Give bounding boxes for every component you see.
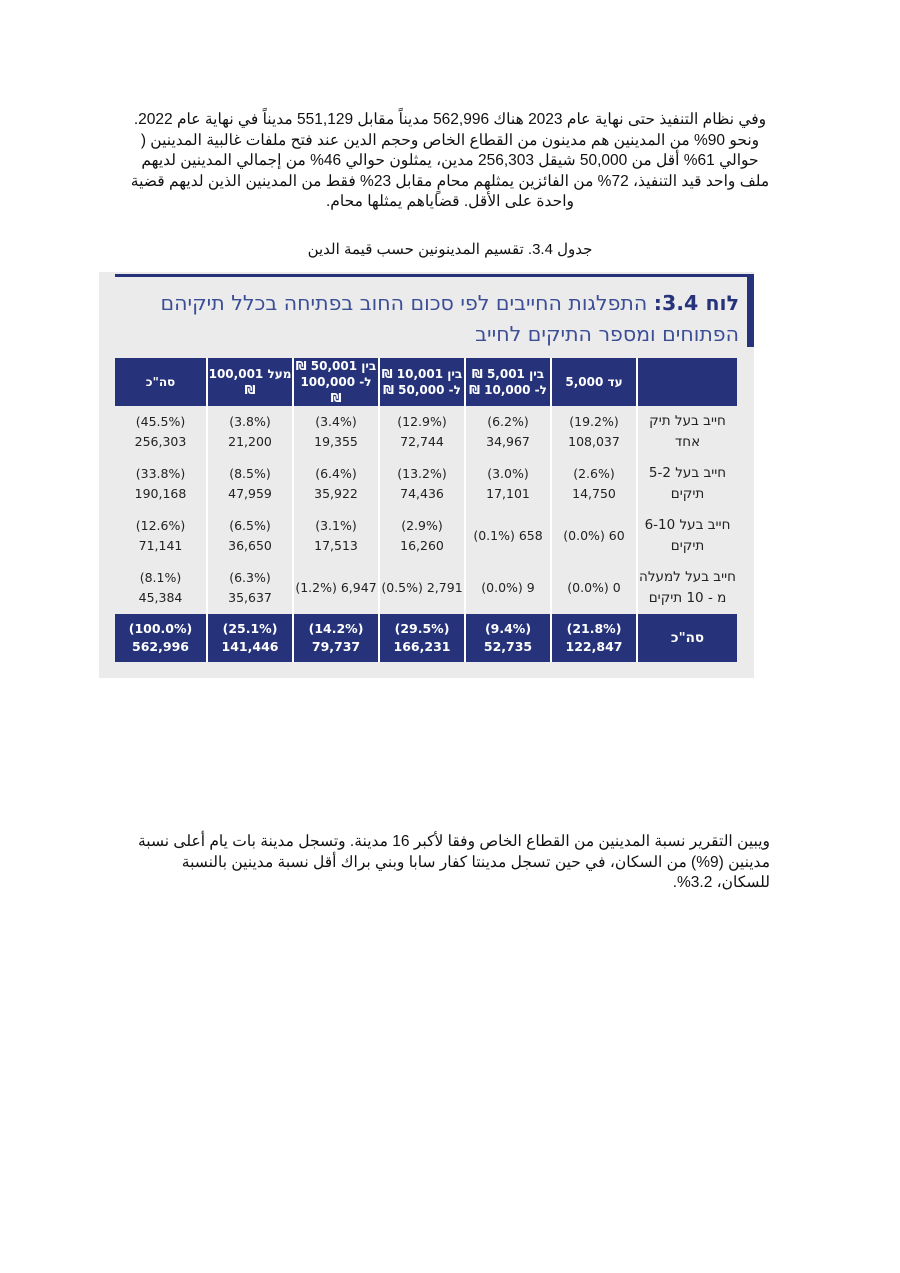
cell-count: 256,303 [134, 434, 187, 449]
row-label: סה"כ [637, 614, 737, 662]
table-cell [551, 510, 637, 562]
cell-percent: (2.6%) [573, 466, 615, 481]
table-cell [465, 510, 551, 562]
figure-top-rule [115, 274, 754, 277]
table-cell [551, 406, 637, 458]
cell-percent: (21.8%) [566, 621, 622, 636]
header-total: סה"כ [115, 358, 207, 406]
cell-percent: (6.3%) [229, 570, 271, 585]
cell-percent: (8.1%) [139, 570, 182, 585]
table-cell [115, 510, 207, 562]
figure-title [109, 288, 739, 350]
total-cell [465, 614, 551, 662]
cell-count: 16,260 [400, 538, 444, 553]
table-cell [293, 458, 379, 510]
table-cell [379, 510, 465, 562]
table-header-row [115, 358, 737, 406]
cell-percent: (6.5%) [229, 518, 271, 533]
cell-count: 35,637 [228, 590, 272, 605]
row-label: חייב בעל למעלה מ - 10 תיקים [637, 562, 737, 614]
total-cell [379, 614, 465, 662]
cell-count: 122,847 [565, 639, 623, 654]
table-caption: جدول 3.4. تقسيم المدينونين حسب قيمة الدين [307, 241, 593, 258]
table-cell [115, 562, 207, 614]
figure-title-label: לוח 3.4: [653, 291, 739, 315]
cell-count: 9 (0.0%) [481, 580, 535, 595]
table-row [115, 458, 737, 510]
cell-percent: (33.8%) [135, 466, 186, 481]
cell-count: 166,231 [393, 639, 451, 654]
cell-count: 658 (0.1%) [473, 528, 543, 543]
table-row [115, 406, 737, 458]
total-cell [293, 614, 379, 662]
cell-count: 14,750 [572, 486, 616, 501]
cell-percent: (45.5%) [135, 414, 186, 429]
table-cell [207, 510, 293, 562]
cell-count: 190,168 [134, 486, 187, 501]
table-cell [207, 406, 293, 458]
table-cell [379, 406, 465, 458]
cell-count: 141,446 [221, 639, 279, 654]
cell-percent: (2.9%) [401, 518, 443, 533]
cell-count: 35,922 [314, 486, 358, 501]
table-cell [293, 562, 379, 614]
cell-count: 21,200 [228, 434, 272, 449]
cell-count: 6,947 (1.2%) [295, 580, 377, 595]
table-cell [207, 562, 293, 614]
row-label: חייב בעל 6-10 תיקים [637, 510, 737, 562]
intro-paragraph: وفي نظام التنفيذ حتى نهاية عام 2023 هناك 562,996 مديناً مقابل 551,129 مديناً في نهاية عام 2022. ونحو 90% من المدينين هم مدينون من القطاع الخاص وحجم الدين عند فتح ملفات غالبية المدينين ( حوالي 61% أقل من 50,000 شيقل 256,303 مدين، يمثلون حوالي 46% من إجمالي المدينين لديهم ملف واحد قيد التنفيذ، 72% من الفائزين يمثلهم محامٍ مقابل 23% فقط من المدينين الذين لديهم قضية واحدة على الأقل. قضاياهم يمثلها محام. [130, 111, 770, 210]
header-50001-100000: בין 50,001 ₪ ל- 100,000 ₪ [293, 358, 379, 406]
total-cell [551, 614, 637, 662]
table-cell [551, 562, 637, 614]
cell-percent: (19.2%) [569, 414, 619, 429]
row-label: חייב בעל תיק אחד [637, 406, 737, 458]
cell-count: 74,436 [400, 486, 444, 501]
table-cell [207, 458, 293, 510]
cell-count: 0 (0.0%) [567, 580, 621, 595]
closing-paragraph: ويبين التقرير نسبة المدينين من القطاع الخاص وفقا لأكبر 16 مدينة. وتسجل مدينة بات يام أعلى نسبة مدينين (9%) من السكان، في حين تسجل مدينتا كفار سابا وبني براك أقل نسبة مدينين بالنسبة للسكان، 3.2%. [137, 833, 770, 891]
cell-count: 47,959 [228, 486, 272, 501]
cell-percent: (12.9%) [397, 414, 447, 429]
table-cell [465, 406, 551, 458]
cell-count: 72,744 [400, 434, 444, 449]
cell-percent: (8.5%) [229, 466, 271, 481]
cell-percent: (25.1%) [222, 621, 278, 636]
cell-count: 108,037 [568, 434, 620, 449]
table-cell [293, 406, 379, 458]
row-label: חייב בעל 5-2 תיקים [637, 458, 737, 510]
total-cell [207, 614, 293, 662]
cell-count: 52,735 [483, 639, 533, 654]
table-total-row [115, 614, 737, 662]
cell-count: 17,101 [486, 486, 530, 501]
cell-count: 71,141 [138, 538, 183, 553]
cell-percent: (3.1%) [315, 518, 357, 533]
cell-percent: (6.4%) [315, 466, 357, 481]
cell-percent: (6.2%) [487, 414, 529, 429]
cell-count: 79,737 [311, 639, 361, 654]
header-row-label [637, 358, 737, 406]
cell-count: 60 (0.0%) [563, 528, 625, 543]
cell-count: 2,791 (0.5%) [381, 580, 463, 595]
cell-count: 36,650 [228, 538, 272, 553]
cell-percent: (29.5%) [394, 621, 450, 636]
cell-percent: (100.0%) [128, 621, 193, 636]
header-5001-10000: בין 5,001 ₪ ל- 10,000 ₪ [465, 358, 551, 406]
cell-count: 17,513 [314, 538, 358, 553]
cell-percent: (3.8%) [229, 414, 271, 429]
table-cell [293, 510, 379, 562]
table-cell [551, 458, 637, 510]
cell-percent: (3.4%) [315, 414, 357, 429]
cell-count: 19,355 [314, 434, 358, 449]
cell-count: 45,384 [138, 590, 183, 605]
figure-side-bar [747, 274, 754, 347]
table-cell [379, 458, 465, 510]
table-cell [115, 458, 207, 510]
table-figure [99, 272, 754, 678]
header-10001-50000: בין 10,001 ₪ ל- 50,000 ₪ [379, 358, 465, 406]
table-cell [465, 562, 551, 614]
table-cell [465, 458, 551, 510]
cell-percent: (3.0%) [487, 466, 529, 481]
cell-percent: (13.2%) [397, 466, 447, 481]
cell-percent: (14.2%) [308, 621, 364, 636]
table-cell [379, 562, 465, 614]
header-up-to-5000: עד 5,000 [551, 358, 637, 406]
cell-count: 562,996 [132, 639, 189, 654]
figure-title-text: התפלגות החייבים לפי סכום החוב בפתיחה בכלל תיקיהם הפתוחים ומספר התיקים לחייב [160, 291, 739, 346]
header-over-100001: מעל 100,001 ₪ [207, 358, 293, 406]
cell-percent: (9.4%) [484, 621, 532, 636]
cell-count: 34,967 [486, 434, 530, 449]
debt-distribution-table [115, 358, 737, 662]
total-cell [115, 614, 207, 662]
table-row [115, 562, 737, 614]
table-row [115, 510, 737, 562]
table-cell [115, 406, 207, 458]
cell-percent: (12.6%) [135, 518, 186, 533]
